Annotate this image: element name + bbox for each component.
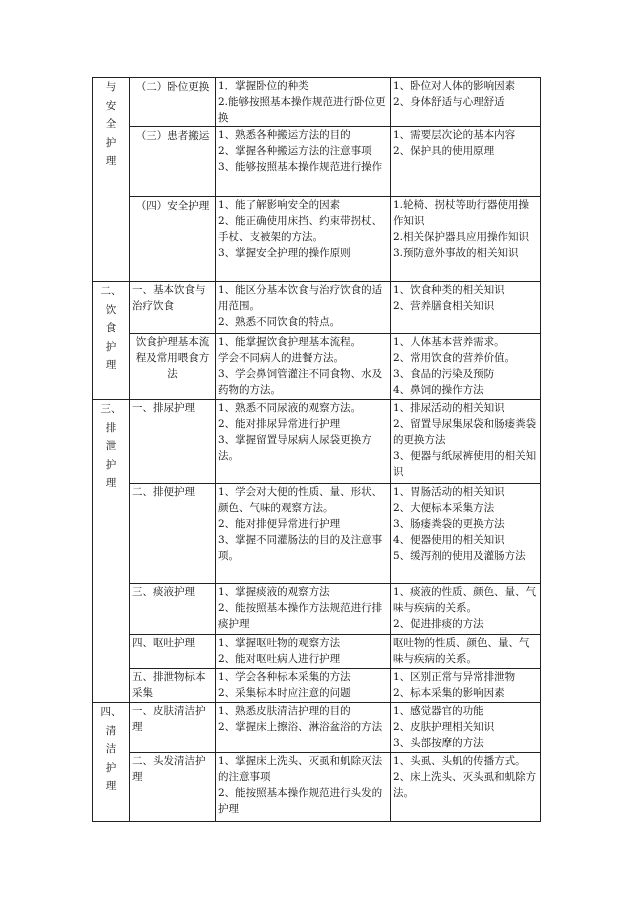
chapter-cell: 三、 排 泄 护 理 [93, 400, 130, 703]
knowledge-cell: 1、区别正常与异常排泄物 2、标本采集的影响因素 [391, 669, 541, 703]
skill-cell: 1、熟悉不同尿液的观察方法。 2、能对排尿异常进行护理 3、掌握留置导尿病人尿袋更换方法。 [216, 400, 391, 484]
knowledge-cell: 呕吐物的性质、颜色、量、气味与疾病的关系。 [391, 635, 541, 669]
knowledge-cell: 1、感觉器官的功能 2、皮肤护理相关知识 3、头部按摩的方法 [391, 703, 541, 753]
topic-cell: 二、头发清洁护理 [130, 753, 216, 822]
table-body [93, 78, 541, 822]
topic-cell: 四、呕吐护理 [130, 635, 216, 669]
topic-cell: （三）患者搬运 [130, 127, 216, 197]
knowledge-cell: 1、卧位对人体的影响因素 2、身体舒适与心理舒适 [391, 78, 541, 127]
chapter-cell: 二、 饮 食 护 理 [93, 282, 130, 400]
curriculum-table [92, 77, 541, 822]
skill-cell: 1、学会各种标本采集的方法 2、采集标本时应注意的问题 [216, 669, 391, 703]
topic-cell: （二）卧位更换 [130, 78, 216, 127]
topic-cell: 一、排尿护理 [130, 400, 216, 484]
topic-cell: 一、基本饮食与治疗饮食 [130, 282, 216, 334]
skill-cell: 1、掌握床上洗头、灭虱和虮除灭法的注意事项 2、能按照基本操作规范进行头发的护理 [216, 753, 391, 822]
skill-cell: 1．掌握卧位的种类 2.能够按照基本操作规范进行卧位更换 [216, 78, 391, 127]
skill-cell: 1、掌握呕吐物的观察方法 2、能对呕吐病人进行护理 [216, 635, 391, 669]
table-row [93, 197, 541, 282]
skill-cell: 1、学会对大便的性质、量、形状、颜色、气味的观察方法。 2、能对排便异常进行护理 3、掌握不同灌肠法的目的及注意事项。 [216, 484, 391, 584]
table-row [93, 669, 541, 703]
chapter-cell: 四、 清 洁 护 理 [93, 703, 130, 822]
knowledge-cell: 1.轮椅、拐杖等助行器使用操作知识 2.相关保护器具应用操作知识 3.预防意外事故的相关知识 [391, 197, 541, 282]
table-row [93, 78, 541, 127]
skill-cell: 1、能掌握饮食护理基本流程。 学会不同病人的进餐方法。 3、学会鼻饲管灌注不同食物、水及药物的方法。 [216, 334, 391, 400]
skill-cell: 1、掌握痰液的观察方法 2、能按照基本操作方法规范进行排痰护理 [216, 584, 391, 635]
knowledge-cell: 1、胃肠活动的相关知识 2、大便标本采集方法 3、肠瘘粪袋的更换方法 4、便器使用的相关知识 5、缓泻剂的使用及灌肠方法 [391, 484, 541, 584]
knowledge-cell: 1、排尿活动的相关知识 2、留置导尿集尿袋和肠瘘粪袋的更换方法 3、便器与纸尿裤使用的相关知识 [391, 400, 541, 484]
topic-cell: 三、痰液护理 [130, 584, 216, 635]
table-row [93, 334, 541, 400]
topic-cell: 一、皮肤清洁护理 [130, 703, 216, 753]
topic-cell: 饮食护理基本流程及常用喂食方法 [130, 334, 216, 400]
topic-cell: 二、排便护理 [130, 484, 216, 584]
knowledge-cell: 1、痰液的性质、颜色、量、气味与疾病的关系。 2、促进排痰的方法 [391, 584, 541, 635]
chapter-cell: 与 安 全 护 理 [93, 78, 130, 282]
table-row [93, 703, 541, 753]
topic-cell: （四）安全护理 [130, 197, 216, 282]
topic-cell: 五、排泄物标本采集 [130, 669, 216, 703]
knowledge-cell: 1、人体基本营养需求。 2、常用饮食的营养价值。 3、食品的污染及预防 4、鼻饲的操作方法 [391, 334, 541, 400]
knowledge-cell: 1、需要层次论的基本内容 2、保护具的使用原理 [391, 127, 541, 197]
table-row [93, 127, 541, 197]
skill-cell: 1、能区分基本饮食与治疗饮食的适用范围。 2、熟悉不同饮食的特点。 [216, 282, 391, 334]
table-row [93, 584, 541, 635]
table-row [93, 753, 541, 822]
knowledge-cell: 1、头虱、头虮的传播方式。 2、床上洗头、灭头虱和虮除方法。 [391, 753, 541, 822]
skill-cell: 1、熟悉皮肤清洁护理的目的 2、掌握床上擦浴、淋浴盆浴的方法 [216, 703, 391, 753]
table-row [93, 635, 541, 669]
table-row [93, 400, 541, 484]
table-row [93, 282, 541, 334]
skill-cell: 1、熟悉各种搬运方法的目的 2、掌握各种搬运方法的注意事项 3、能够按照基本操作规范进行操作 [216, 127, 391, 197]
table-row [93, 484, 541, 584]
skill-cell: 1、能了解影响安全的因素 2、能正确使用床挡、约束带拐杖、手杖、支被架的方法。 3、掌握安全护理的操作原则 [216, 197, 391, 282]
knowledge-cell: 1、饮食种类的相关知识 2、营养膳食相关知识 [391, 282, 541, 334]
